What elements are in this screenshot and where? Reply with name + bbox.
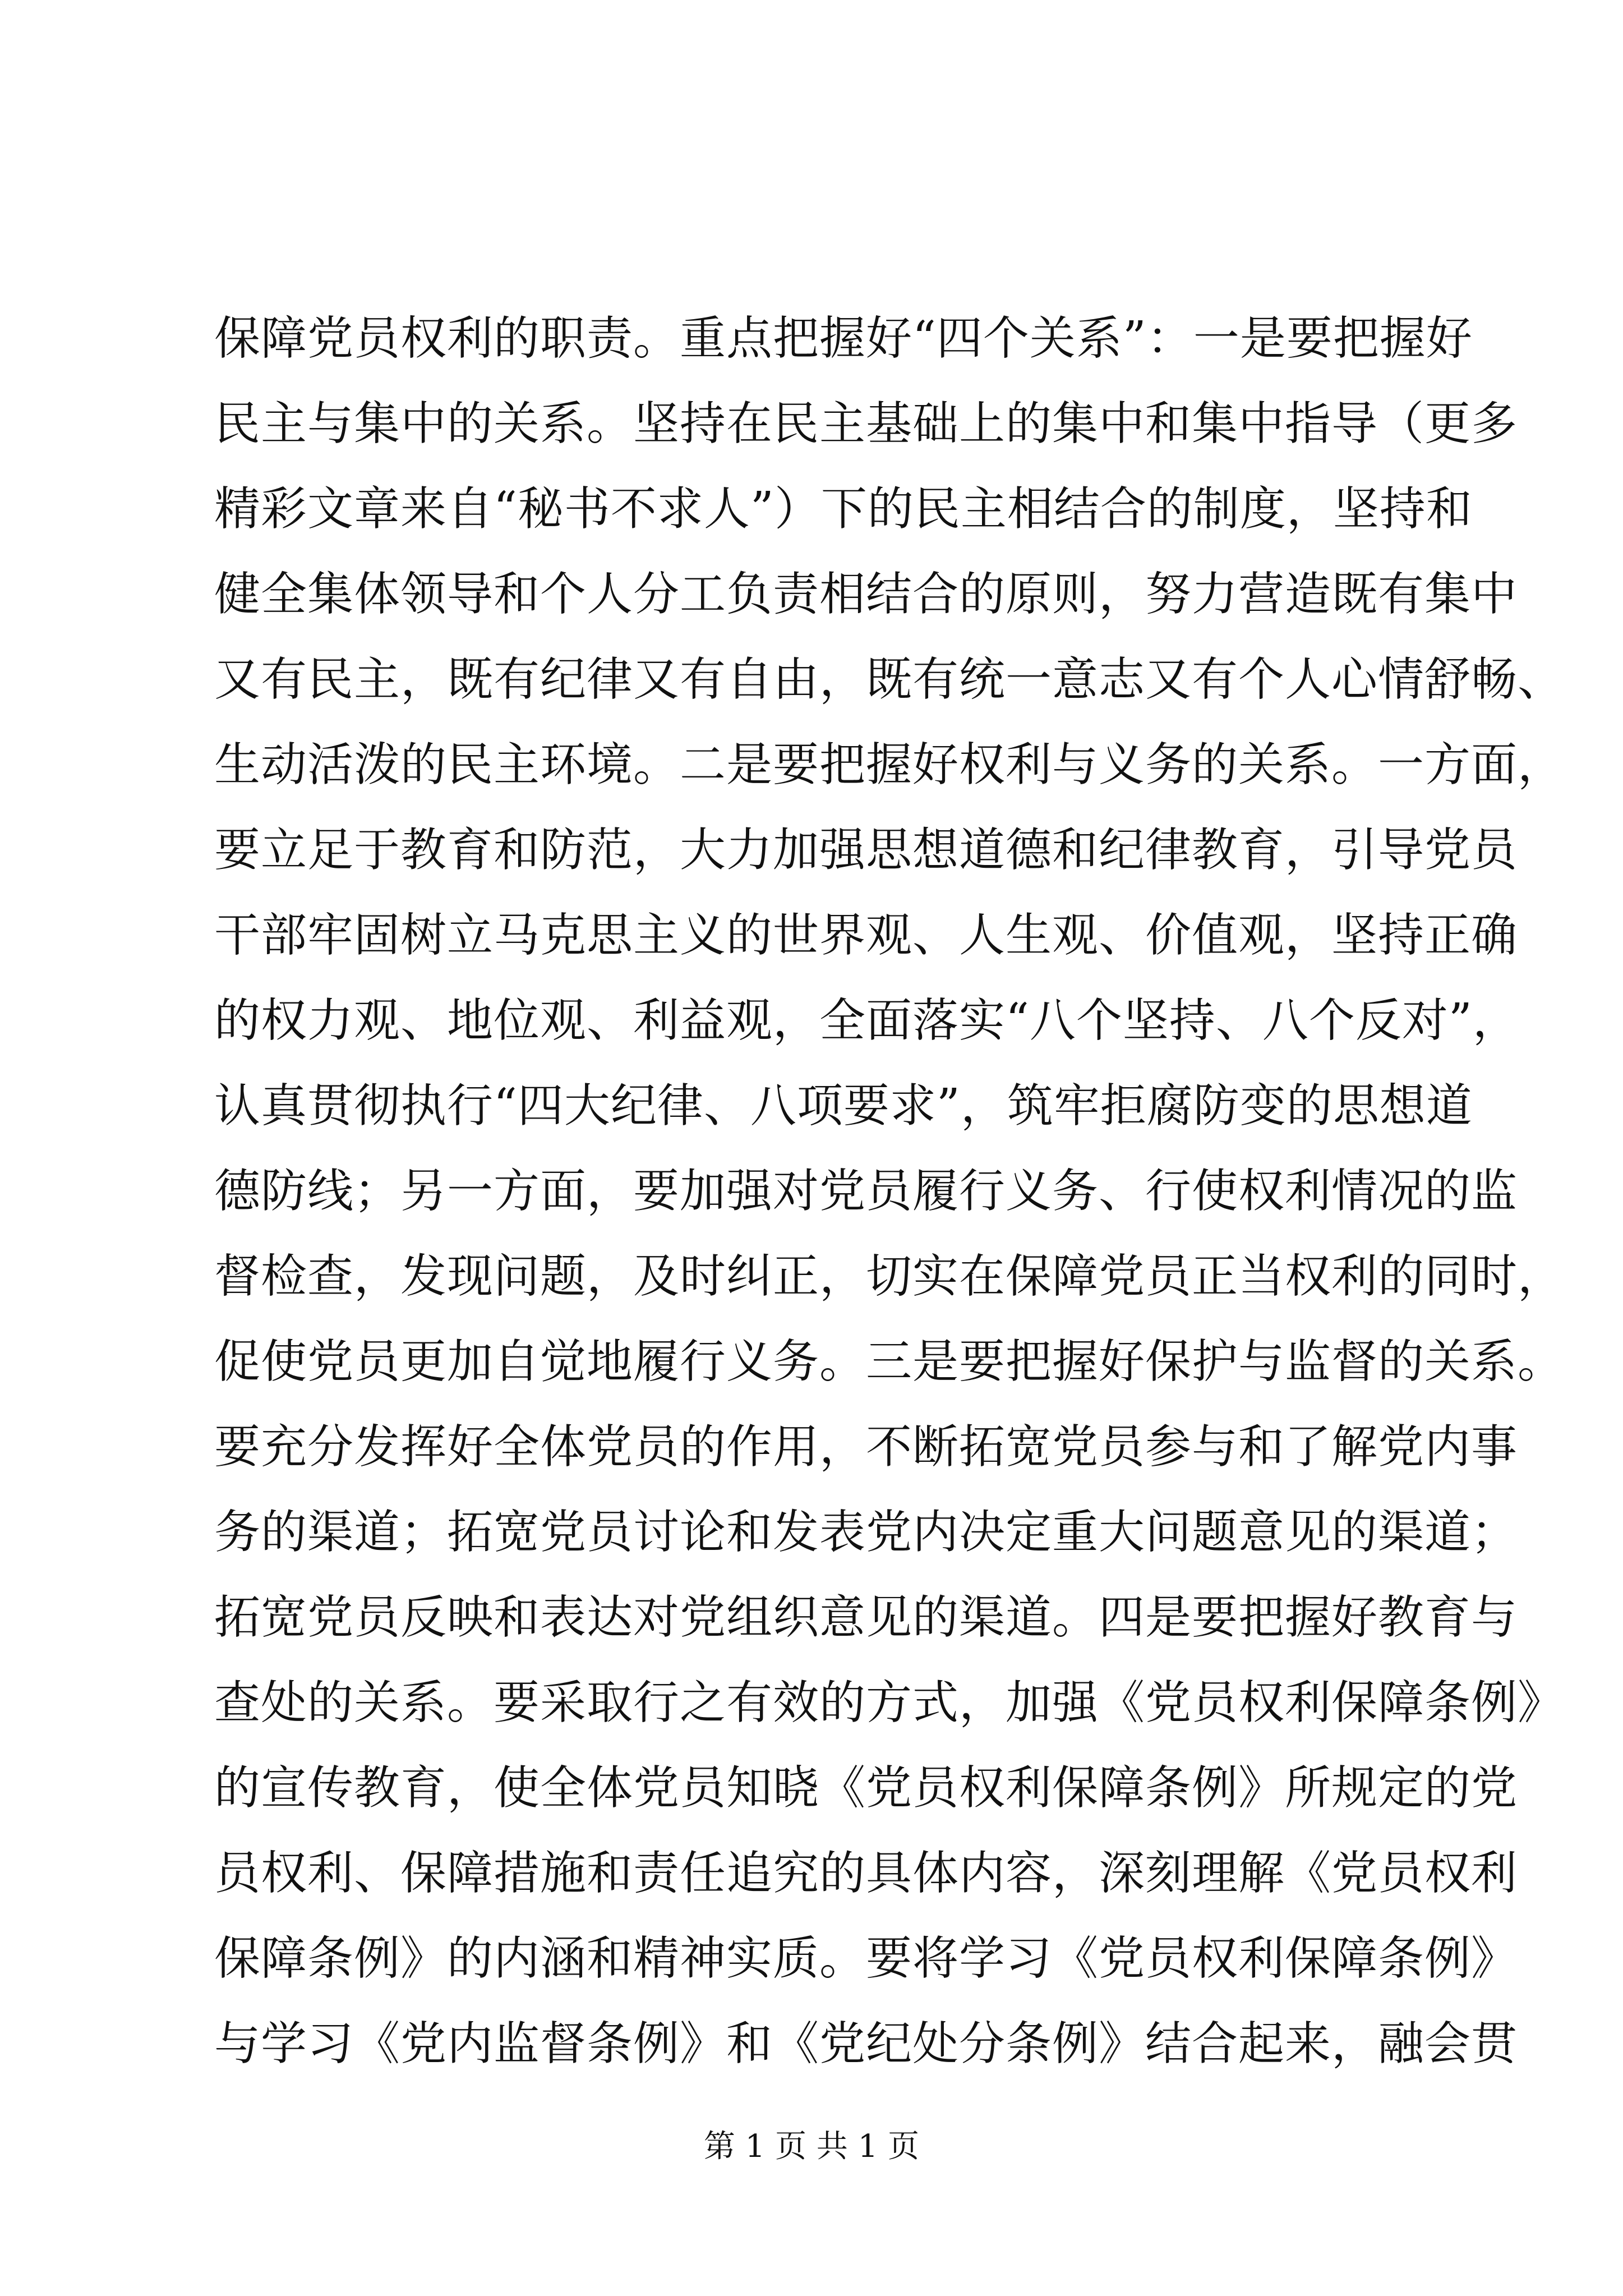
text-line: 认真贯彻执行“四大纪律、八项要求”，筑牢拒腐防变的思想道 — [214, 1079, 1473, 1133]
text-line: 健全集体领导和个人分工负责相结合的原则，努力营造既有集中 — [214, 568, 1518, 621]
text-line: 保障党员权利的职责。重点把握好“四个关系”：一是要把握好 — [214, 312, 1473, 365]
text-line: 生动活泼的民主环境。二是要把握好权利与义务的关系。一方面， — [214, 738, 1565, 792]
text-line: 德防线；另一方面，要加强对党员履行义务、行使权利情况的监 — [214, 1165, 1518, 1218]
text-line: 干部牢固树立马克思主义的世界观、人生观、价值观，坚持正确 — [214, 909, 1518, 962]
text-line: 务的渠道；拓宽党员讨论和发表党内决定重大问题意见的渠道； — [214, 1506, 1518, 1559]
page-number-footer: 第 1 页 共 1 页 — [703, 2128, 920, 2165]
text-line: 要充分发挥好全体党员的作用，不断拓宽党员参与和了解党内事 — [214, 1420, 1518, 1474]
text-line: 员权利、保障措施和责任追究的具体内容，深刻理解《党员权利 — [214, 1847, 1518, 1900]
text-line: 查处的关系。要采取行之有效的方式，加强《党员权利保障条例》 — [214, 1676, 1565, 1729]
text-line: 的宣传教育，使全体党员知晓《党员权利保障条例》所规定的党 — [214, 1761, 1518, 1815]
text-line: 促使党员更加自觉地履行义务。三是要把握好保护与监督的关系。 — [214, 1335, 1565, 1388]
text-line: 督检查，发现问题，及时纠正，切实在保障党员正当权利的同时， — [214, 1250, 1565, 1303]
text-line: 与学习《党内监督条例》和《党纪处分条例》结合起来，融会贯 — [214, 2017, 1518, 2070]
text-line: 的权力观、地位观、利益观，全面落实“八个坚持、八个反对”， — [214, 994, 1519, 1047]
text-line: 要立足于教育和防范，大力加强思想道德和纪律教育，引导党员 — [214, 823, 1518, 877]
text-line: 保障条例》的内涵和精神实质。要将学习《党员权利保障条例》 — [214, 1932, 1518, 1985]
body-text — [214, 296, 1565, 2087]
text-line: 拓宽党员反映和表达对党组织意见的渠道。四是要把握好教育与 — [214, 1591, 1518, 1644]
text-line: 民主与集中的关系。坚持在民主基础上的集中和集中指导（更多 — [214, 397, 1518, 450]
text-line: 精彩文章来自“秘书不求人”）下的民主相结合的制度，坚持和 — [214, 482, 1473, 536]
text-line: 又有民主，既有纪律又有自由，既有统一意志又有个人心情舒畅、 — [214, 653, 1565, 706]
